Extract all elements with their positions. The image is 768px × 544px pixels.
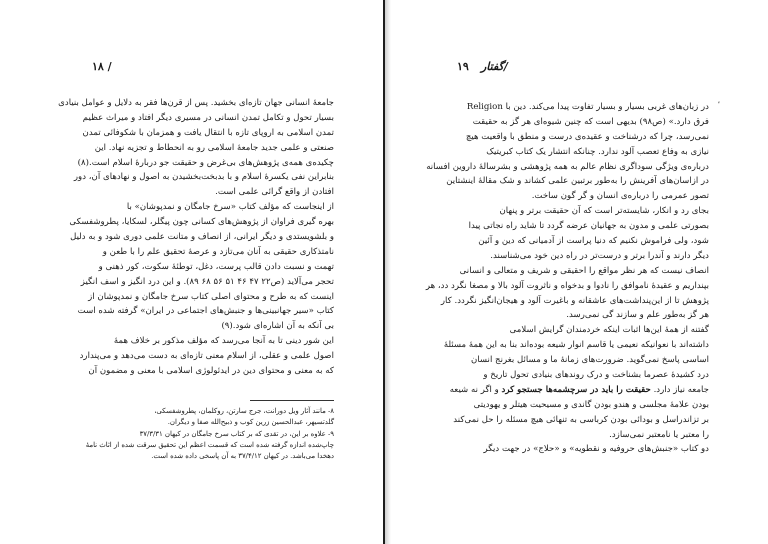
text-line: اینست که به طرح و محتوای اصلی کتاب سرخ جامگان و نمدپوشان از (88, 291, 334, 302)
text-line: از اینجاست که مؤلف کتاب «سرخ جامگان و نمدپوشان» با (126, 202, 334, 213)
text-line: فرق دارد.» (ص۹۸) بدیهی است که چنین شیوه‌ای هر گز به حقیقت (472, 116, 709, 127)
text-line: بنابراین نفی یکسرهٔ اسلام و با بدبخت‌بخشیدن به اصول و نهادهای آن، دور (73, 172, 334, 183)
left-paragraph-1 (58, 96, 334, 200)
text-line: چکیده‌ی همه‌ی پژوهش‌های بی‌غرض و حقیقت جو دربارهٔ اسلام است.(۸) (77, 157, 334, 168)
text-line: که به معنی و محتوای دین در ایدئولوژی اسلامی با معنی و مضمون آن (88, 366, 334, 377)
text-line: بجای رد و انکار، شایسته‌تر است که آن حقیقت برتر و پنهان (499, 206, 709, 217)
text-line: را معتبر یا نامعتبر نمی‌سازد. (609, 429, 709, 440)
text-line: پژوهش تا از این‌پنداشت‌های عاشقانه و باغیرت آلود و هیجان‌انگیز نگردد. کار (440, 295, 709, 306)
left-page-header (0, 60, 383, 78)
text-line: در ازاسان‌های آفرینش را به‌طور برتبین علمی کشاند و شک مقالهٔ اینشتاین (446, 176, 709, 187)
right-paragraph-2 (425, 204, 709, 323)
text-line: انصاف نیست که هر نظر مواقع را احقیقی و شریف و متعالی و انسانی (459, 265, 709, 276)
text-line: تحجر می‌آلاید (ص۲۲ ۴۷ ۴۶ ۵۱ ۵۶ ۶۸ ۸۹). و این درد انگیز و اسف انگیز (80, 276, 334, 287)
text-line: بپنداریم و عقیدهٔ ناموافق را نادوا و بدخواه و ناثروت آلود بالا و مصغا نگرد دد، هر (425, 280, 709, 291)
right-paragraph-3 (443, 323, 709, 442)
text-line: درباره‌ی ویژگی سوداگری نظام عالم به همه پژوهشی و بشرسالهٔ داروین افسانه (426, 161, 709, 172)
left-paragraph-2 (69, 200, 334, 334)
left-paragraph-3 (79, 334, 334, 379)
text-line: بسیار تحول و تکامل تمدن انسانی در مسیری دیگر افتاد و میراث عظیم (82, 112, 334, 123)
text-line: بهره گیری فراوان از پژوهش‌های کسانی چون پیگلر، لسکایا، پطروشفسکی (69, 217, 334, 228)
footnote-line: ۸- مانند آثار ویل دورانت، جرج سارتن، روکلمان، پطروشفسکی، (154, 407, 334, 415)
text-line: در زبان‌های غربی بسیار و بسیار تفاوت پیدا می‌کند. دین با Religion (466, 102, 709, 112)
footnotes (84, 406, 334, 462)
right-paragraph-4 (453, 442, 709, 457)
text-line: بی آنکه به آن اشاره‌ای شود.(۹) (221, 321, 334, 332)
text-line: نمی‌رسد، چرا که درشناخت و عقیده‌ی درست و منطق با واقعیت هیچ (465, 131, 709, 142)
text-line: گفتنه از همهٔ این‌ها اثبات اینکه خردمندان گرایش اسلامی (509, 325, 709, 336)
right-paragraph-1 (426, 100, 709, 204)
footnote-line: چاپ‌شده اندازه گرفته شده است که قسمت اعظم این تحقیق سرقت شده از اثاث نامهٔ (85, 440, 334, 449)
text-line: شود، ولی فراموش نکنیم که دنیا پراست از آدمیانی که دین و آئین (478, 236, 709, 247)
text-line: کتاب «سیر جهانبینی‌ها و جنبش‌های اجتماعی در ایران» گرفته شده است (77, 306, 334, 317)
text-line: نامتذکاری حقیقی به آنان می‌تازد و عرصهٔ تحقیق علم را با طعن و (102, 246, 334, 257)
footnote-line: دهخدا می‌باشد. در کیهان ۳۷/۴/۱۲ به آن پاسخی داده شده است. (151, 452, 334, 461)
text-line: تهمت و نسبت دادن قالب پرست، دغل، توطئهٔ سکوت، کور ذهنی و (98, 261, 334, 272)
right-page-number: ۱۹ (457, 60, 469, 73)
left-page (0, 0, 383, 544)
text-line: جامعهٔ انسانی جهان تازه‌ای بخشید. پس از قرن‌ها فقر به دلایل و عوامل بنیادی (58, 98, 334, 108)
text-line: تمدن اسلامی به اروپای تازه با انتقال یافت و همزمان با شکوفائی تمدن (82, 127, 334, 138)
footnote-line: ۹- علاوه بر این، در تقدی که بر کتاب سرخ جامگان در کیهان ۳۷/۳/۳۱ (139, 429, 334, 438)
text-line: تصور عمرمی را درباره‌ی انسان و گر گون ساخت. (531, 191, 709, 202)
text-line: اصول علمی و عقلی، از اسلام معنی تازه‌ای به دست می‌دهد و می‌پندارد (79, 351, 334, 362)
emphasized-phrase: حقیقت را باید در سرچشمه‌ها جستجو کرد (501, 384, 651, 395)
text-line-with-emphasis (449, 383, 709, 398)
right-page (391, 0, 768, 544)
left-page-body (58, 96, 334, 379)
text-line: صنعتی و علمی جدید جامعهٔ اسلامی رو به انحطاط و تجزیه نهاد. این (94, 142, 334, 153)
text-line: دو کتاب «جنبش‌های حروفیه و نقطویه» و «حلاج» در جهت دیگر (483, 444, 709, 455)
left-page-number: ۱۸ / (92, 60, 112, 73)
right-page-header (391, 60, 768, 78)
text-line: بصورتی علمی و مدون به جهانیان عرضه گردد تا شاید راه نجاتی پیدا (468, 221, 709, 232)
text-line: نیازی به وفاع تعصب آلود ندارد. چنانکه انتشار یک کتاب کبریتیک (486, 146, 709, 157)
text-line: بودن علامهٔ مجلسی و هندو بودن گاندی و مسیحیت هیتلر و یهودیتی (473, 399, 709, 410)
text-line: و بلشویستدی و دیگر ایرانی، از انصاف و متانت علمی دوری شود و به دلیل (70, 232, 334, 243)
footnote-line: گلدتسیهر، عبدالحسین زرین کوب و ذبیح‌الله صفا و دیگران. (167, 418, 334, 427)
right-page-body (425, 100, 709, 457)
text-line: هر گز به‌طور علم و سازند گی نمی‌رسد. (566, 310, 709, 321)
text-line: جامعه نیاز دارد. (653, 384, 709, 395)
text-line: درد کشیدهٔ عصرما بشناخت و درک روندهای بنیادی تحول تاریخ و (483, 370, 709, 381)
text-line: این شور دینی تا به آنجا می‌رسد که مؤلف مذکور بر خلاف همهٔ (113, 336, 334, 347)
text-line: افتادن از واقع گرائی علمی است. (215, 187, 334, 198)
footnote-rule (250, 400, 334, 401)
text-line: داشته‌اند با نعوانیکه نعیمی یا قاسم انوار شیعه بوده‌اند بنا به این همهٔ مسئلهٔ (443, 340, 709, 351)
text-line: بر تزاندراسل و بودائی بودن کرباسی به تنهائی هیچ مسئله را حل نمی‌کند (453, 414, 709, 425)
text-line: و اگر نه شیعه (449, 384, 502, 395)
running-head: گفتار/ (481, 60, 508, 73)
text-line: دیگر دارند و آندرا برتر و درست‌تر در راه دین خود می‌شناسند. (490, 250, 709, 261)
text-line: اساسی پاسخ نمی‌گوید. ضرورت‌های زمانهٔ ما و مسائل بغرنج انسان (470, 355, 709, 366)
